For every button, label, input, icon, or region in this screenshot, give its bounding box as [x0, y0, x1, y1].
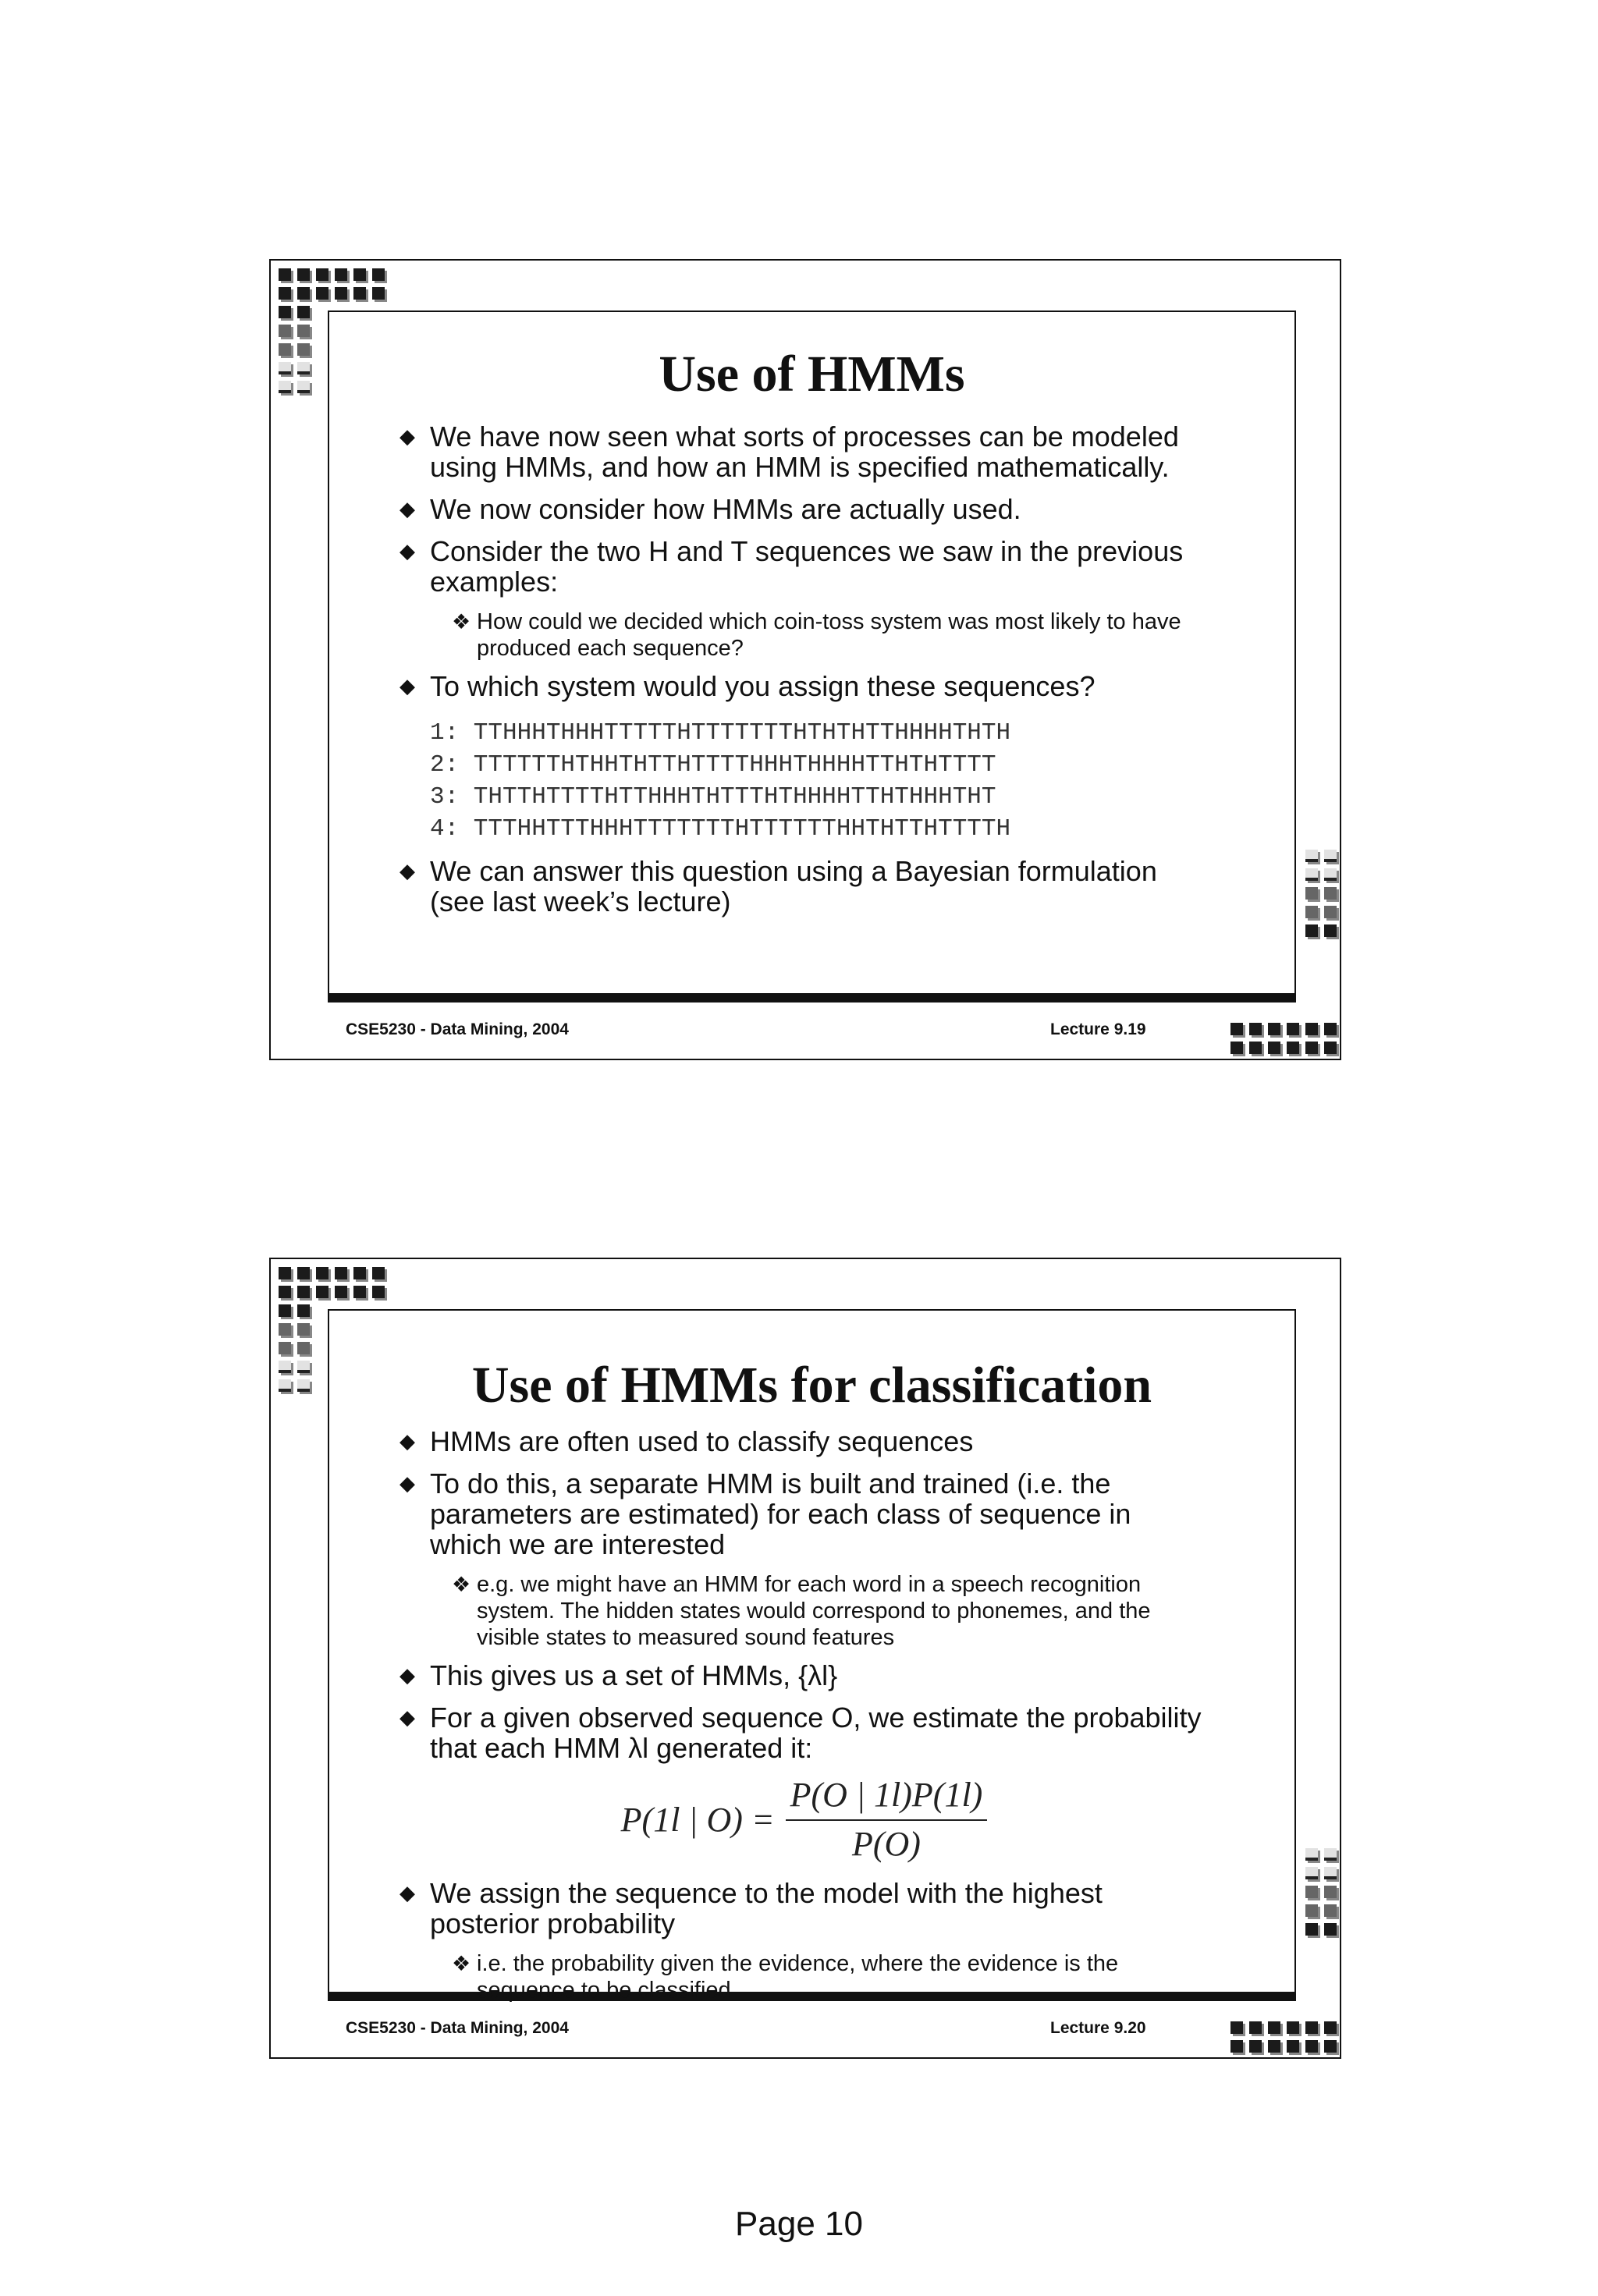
bayes-formula — [400, 1775, 1209, 1864]
footer-lecture-number: Lecture 9.20 — [1050, 2019, 1146, 2037]
sub-bullet-item: ❖ i.e. the probability given the evidence, where the evidence is the sequence to be classified — [452, 1950, 1209, 2003]
sub-bullet-item: ❖ How could we decided which coin-toss system was most likely to have produced each sequence? — [452, 609, 1209, 662]
sequence-line: 1: TTHHHTHHHTTTTTHTTTTTTTHTHTHTTHHHHTHTH — [430, 719, 1011, 747]
sequence-line: 2: TTTTTTHTHHTHTTHTTTTHHHTHHHHTTHTHTTTT — [430, 751, 996, 779]
decorative-squares-right — [1305, 1848, 1337, 1936]
bullet-item: ◆ HMMs are often used to classify sequences — [400, 1426, 1209, 1457]
page-number: Page 10 — [735, 2205, 863, 2243]
footer-course: CSE5230 - Data Mining, 2004 — [346, 2019, 569, 2037]
formula-lhs: P(1l | O) = — [620, 1800, 775, 1839]
sequence-list — [430, 717, 1209, 845]
bullet-item: ◆ This gives us a set of HMMs, {λl} — [400, 1660, 1209, 1691]
slide-content-panel — [328, 1309, 1296, 2001]
slide-title: Use of HMMs — [659, 346, 965, 403]
bullet-item: ◆ We have now seen what sorts of processes can be modeled using HMMs, and how an HMM is specified mathematically. — [400, 421, 1209, 482]
sequence-line: 3: THTTHTTTTHTTHHHTHTTTHTHHHHTTHTHHHTHT — [430, 783, 996, 811]
slide-title: Use of HMMs for classification — [471, 1357, 1152, 1414]
sequence-line: 4: TTTHHTTTHHHTTTTTTTHTTTTTTHHTHTTHTTTTH — [430, 815, 1011, 843]
bullet-item: ◆ Consider the two H and T sequences we saw in the previous examples: — [400, 536, 1209, 597]
bullet-item: ◆ For a given observed sequence O, we estimate the probability that each HMM λl generated it: — [400, 1702, 1209, 1763]
decorative-squares-right — [1305, 850, 1337, 937]
slide-9-20 — [269, 1258, 1341, 2059]
bullet-item: ◆ We assign the sequence to the model with the highest posterior probability — [400, 1878, 1209, 1939]
decorative-squares-bottom-right — [1230, 2021, 1337, 2053]
slide-content-panel — [328, 311, 1296, 1003]
slide-body — [400, 421, 1209, 928]
formula-numerator: P(O | 1l)P(1l) — [786, 1775, 988, 1821]
decorative-squares-bottom-right — [1230, 1023, 1337, 1054]
bullet-item: ◆ We now consider how HMMs are actually used. — [400, 494, 1209, 524]
slide-9-19 — [269, 259, 1341, 1060]
formula-fraction — [786, 1775, 988, 1864]
footer-lecture-number: Lecture 9.19 — [1050, 1020, 1146, 1038]
bullet-item: ◆ To which system would you assign these sequences? — [400, 671, 1209, 701]
slide-body — [400, 1426, 1209, 2013]
footer-course: CSE5230 - Data Mining, 2004 — [346, 1020, 569, 1038]
formula-denominator: P(O) — [852, 1825, 921, 1863]
bullet-item: ◆ To do this, a separate HMM is built and trained (i.e. the parameters are estimated) for each class of sequence in which we are interested — [400, 1468, 1209, 1560]
sub-bullet-item: ❖ e.g. we might have an HMM for each word in a speech recognition system. The hidden states would correspond to phonemes, and the visible states to measured sound features — [452, 1571, 1209, 1651]
bullet-item: ◆ We can answer this question using a Bayesian formulation (see last week’s lecture) — [400, 856, 1209, 917]
